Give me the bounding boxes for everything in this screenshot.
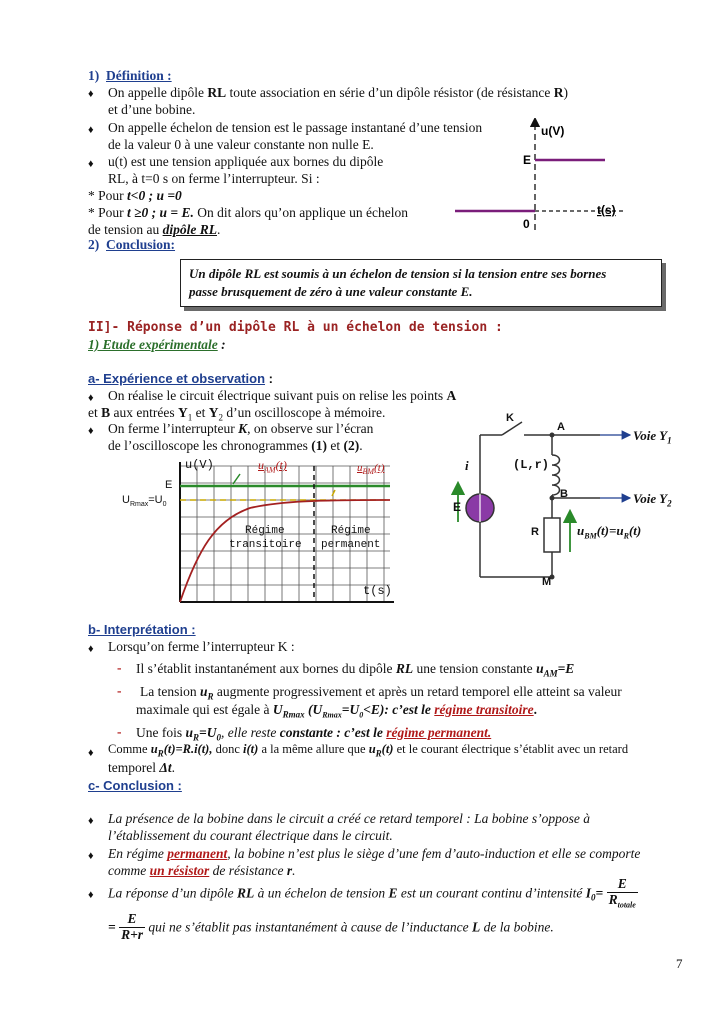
origin-label: 0 xyxy=(523,217,530,231)
bullet-diamond: ♦ xyxy=(88,643,94,655)
interp-dash-2: La tension $u_R$ augmente progressivement et après un retard temporel elle atteint sa valeur xyxy=(140,684,622,702)
circuit-m-label: M xyxy=(542,576,552,588)
coil xyxy=(552,455,560,495)
conclusion-heading: 2) Conclusion: xyxy=(88,237,176,252)
x-label: t(s) xyxy=(597,203,616,217)
osc-ubm-label: $u_{BM}(t)$ xyxy=(357,462,385,477)
circuit-b-label: B xyxy=(560,488,568,500)
circuit-k-label: K xyxy=(506,412,514,424)
bullet-diamond: ♦ xyxy=(88,889,94,901)
ubm-pointer xyxy=(332,490,335,496)
y-label: u(V) xyxy=(541,124,565,138)
conclusion-bullet-3: La réponse d’un dipôle RL à un échelon de tension E est un courant continu d’intensité $I_0=$ $\frac{E}{R_{totale}}$ xyxy=(108,876,636,910)
osc-ylabel: u(V) xyxy=(185,458,214,472)
bullet-diamond: ♦ xyxy=(88,88,94,100)
def-bullet-3: u(t) est une tension appliquée aux bornes du dipôle xyxy=(108,154,384,169)
case-t-positive: * Pour t ≥0 ; u = E. On dit alors qu’on applique un échelon xyxy=(88,205,408,220)
osc-regime-transitoire-2: transitoire xyxy=(229,539,302,551)
osc-xlabel: t(s) xyxy=(363,584,392,598)
circuit-e-label: E xyxy=(453,500,462,514)
conclusion-bullet-1-cont: l’établissement du courant électrique dans le circuit. xyxy=(108,828,393,843)
experiment-bullet-2: On ferme l’interrupteur K, on observe sur l’écran xyxy=(108,421,374,436)
bullet-diamond: ♦ xyxy=(88,850,94,862)
part2-title: II]- Réponse d’un dipôle RL à un échelon de tension : xyxy=(88,320,503,335)
def-bullet-2: On appelle échelon de tension est le passage instantané d’une tension xyxy=(108,120,483,135)
voie-y1-label: Voie $Y_1$ xyxy=(633,428,672,446)
def-bullet-1-cont: et d’une bobine. xyxy=(108,102,196,117)
page-number: 7 xyxy=(676,956,683,971)
conclusion-box-line-1: Un dipôle RL est soumis à un échelon de tension si la tension entre ses bornes xyxy=(189,266,607,281)
def-bullet-3-cont: RL, à t=0 s on ferme l’interrupteur. Si : xyxy=(108,171,320,186)
osc-regime-permanent-1: Régime xyxy=(331,525,371,537)
osc-uam-label: $u_{AM}(t)$ xyxy=(258,458,287,475)
dash-marker: - xyxy=(117,683,122,698)
interp-dash-2-cont: maximale qui est égale à $U_{Rmax}$ $(U_{Rmax}=U_0<E)$: c’est le régime transitoire. xyxy=(136,702,538,720)
experimental-study-heading: 1) Etude expérimentale : xyxy=(88,337,226,352)
def-bullet-1: On appelle dipôle RL toute association en série d’un dipôle résistor (de résistance R) xyxy=(108,85,569,100)
resistor xyxy=(544,518,560,552)
uam-pointer xyxy=(233,474,240,484)
bullet-diamond: ♦ xyxy=(88,747,94,759)
osc-regime-permanent-2: permanent xyxy=(321,539,381,551)
circuit-i-label: i xyxy=(465,458,469,473)
bullet-diamond: ♦ xyxy=(88,124,94,136)
definition-heading: 1) Définition : xyxy=(88,68,172,83)
circuit-r-label: R xyxy=(531,526,539,538)
experiment-bullet-2-cont: de l’oscilloscope les chronogrammes (1) et (2). xyxy=(108,438,363,453)
voie-y2-label: Voie $Y_2$ xyxy=(633,491,672,509)
conclusion-bullet-2-cont: comme un résistor de résistance r. xyxy=(108,863,296,878)
interpretation-heading: b- Interprétation : xyxy=(88,622,196,637)
osc-urmax-label: $U_{Rmax}=U_0$ xyxy=(122,494,167,509)
dash-marker: - xyxy=(117,660,122,675)
case-conclusion: de tension au dipôle RL. xyxy=(88,222,221,237)
e-label: E xyxy=(523,153,532,167)
conclusion-bullet-1: La présence de la bobine dans le circuit a créé ce retard temporel : La bobine s’oppose à xyxy=(108,811,591,826)
fraction-e-over-rtotale: $\frac{E}{R_{totale}}$ xyxy=(608,876,636,910)
circuit-a-label: A xyxy=(557,421,565,433)
interp-bullet-1: Lorsqu’on ferme l’interrupteur K : xyxy=(108,639,295,654)
osc-e-label: E xyxy=(165,479,173,491)
conclusion-bullet-2: En régime permanent, la bobine n’est plus le siège d’une fem d’auto-induction et elle se comporte xyxy=(108,846,641,861)
bullet-diamond: ♦ xyxy=(88,815,94,827)
conclusion-bullet-3-cont: = $\frac{E}{R+r}$ qui ne s’établit pas instantanément à cause de l’inductance L de la bobine. xyxy=(108,911,554,942)
experiment-bullet-1-cont: et B aux entrées $Y_1$ et $Y_2$ d’un oscilloscope à mémoire. xyxy=(88,405,386,423)
fraction-e-over-r-plus-r: $\frac{E}{R+r}$ xyxy=(121,911,144,942)
interp-bullet-2-cont: temporel Δt. xyxy=(108,760,175,775)
dash-marker: - xyxy=(117,724,122,739)
def-bullet-2-cont: de la valeur 0 à une valeur constante non nulle E. xyxy=(108,137,374,152)
interp-dash-1: Il s’établit instantanément aux bornes du dipôle RL une tension constante $u_{AM}=E$ xyxy=(136,661,575,679)
conclusion-box-line-2: passe brusquement de zéro à une valeur constante E. xyxy=(189,284,473,299)
osc-regime-transitoire-1: Régime xyxy=(245,525,285,537)
bullet-diamond: ♦ xyxy=(88,425,94,437)
case-t-negative: * Pour t<0 ; u =0 xyxy=(88,188,182,203)
interp-bullet-2: Comme $u_R(t)=R.i(t)$, donc i(t) a la même allure que $u_R(t)$ et le courant électrique s’établit avec un retard xyxy=(108,742,629,759)
step-function-graph xyxy=(455,118,635,233)
conclusion-c-heading: c- Conclusion : xyxy=(88,778,182,793)
circuit-lr-label: (L,r) xyxy=(513,458,550,472)
ubm-equation-label: $u_{BM}(t)=u_R(t)$ xyxy=(577,523,642,541)
experiment-heading: a- Expérience et observation : xyxy=(88,371,273,386)
interp-dash-3: Une fois $u_R=U_0$, elle reste constante : c’est le régime permanent. xyxy=(136,725,492,743)
conclusion-box xyxy=(180,259,662,307)
bullet-diamond: ♦ xyxy=(88,158,94,170)
bullet-diamond: ♦ xyxy=(88,392,94,404)
experiment-bullet-1: On réalise le circuit électrique suivant puis on relise les points A xyxy=(108,388,457,403)
